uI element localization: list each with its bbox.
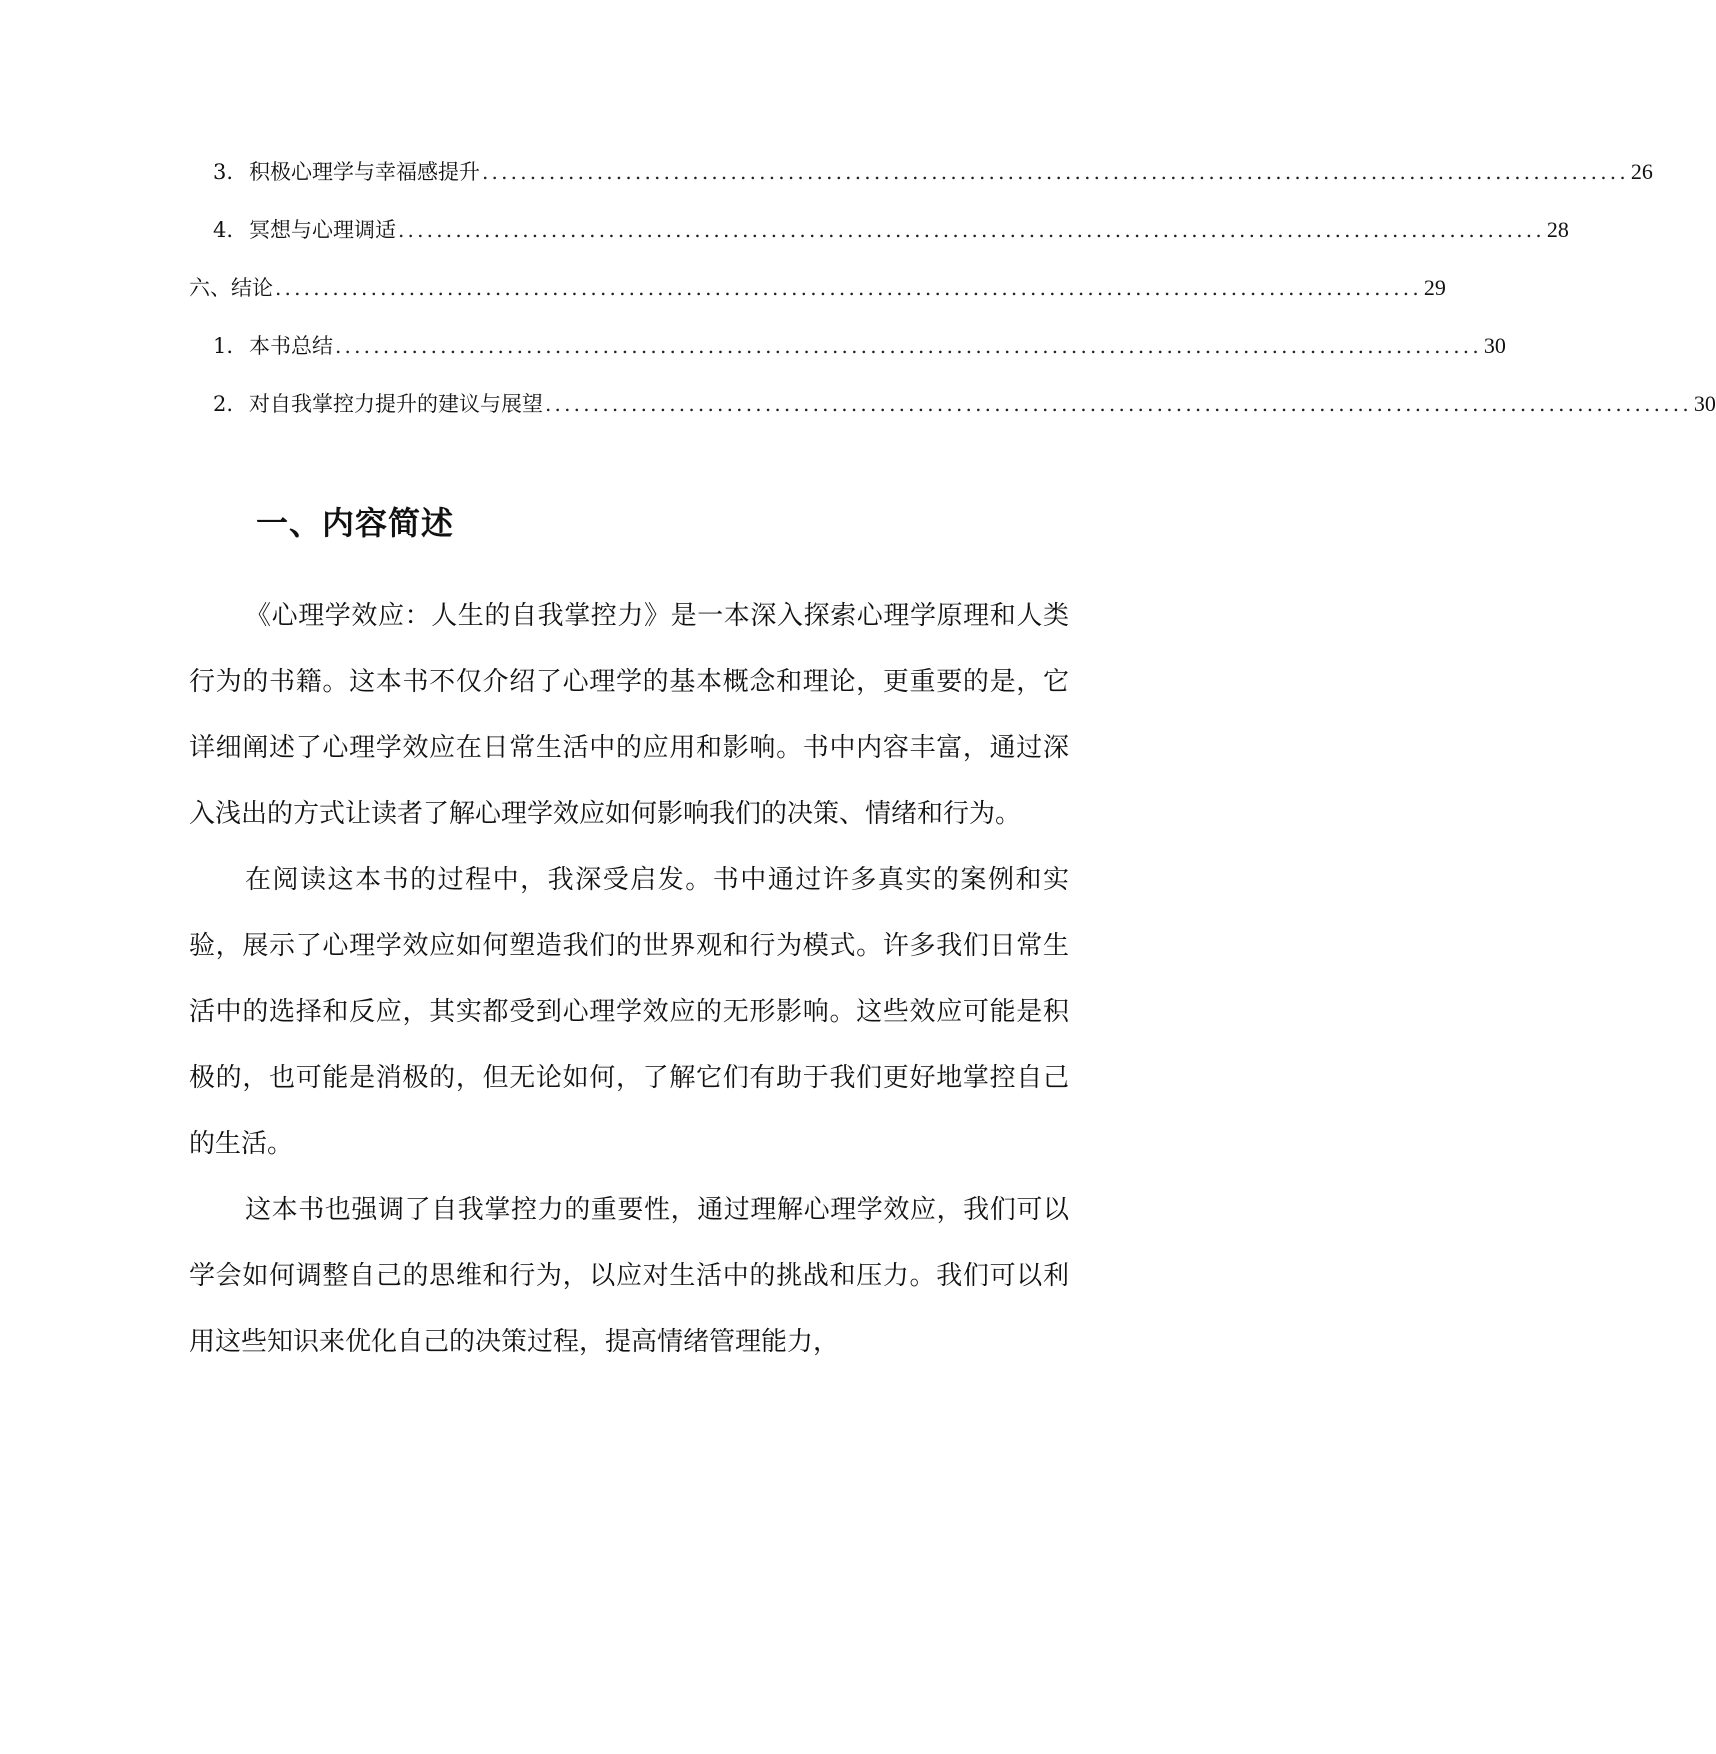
toc-entry-page: 29 bbox=[1423, 275, 1446, 300]
toc-entry-title: 六、结论 bbox=[189, 276, 273, 300]
toc-leader-dots: ........................................................................................................................ bbox=[275, 276, 1422, 300]
toc-entry-page: 28 bbox=[1546, 217, 1569, 242]
toc-entry[interactable] bbox=[189, 266, 1446, 302]
toc-entry[interactable] bbox=[213, 150, 1653, 186]
toc-entry-title: 本书总结 bbox=[249, 334, 333, 358]
toc-entry-number: 1. bbox=[213, 334, 234, 358]
paragraph: 在阅读这本书的过程中，我深受启发。书中通过许多真实的案例和实验，展示了心理学效应如何塑造我们的世界观和行为模式。许多我们日常生活中的选择和反应，其实都受到心理学效应的无形影响。这些效应可能是积极的，也可能是消极的，但无论如何，了解它们有助于我们更好地掌控自己的生活。 bbox=[189, 865, 1069, 1159]
toc-entry-page: 30 bbox=[1483, 333, 1506, 358]
paragraph: 这本书也强调了自我掌控力的重要性，通过理解心理学效应，我们可以学会如何调整自己的思维和行为，以应对生活中的挑战和压力。我们可以利用这些知识来优化自己的决策过程，提高情绪管理能力， bbox=[189, 1195, 1069, 1357]
section-body bbox=[189, 583, 1069, 1375]
toc-leader-dots: ........................................................................................................................ bbox=[545, 392, 1692, 416]
toc-entry[interactable] bbox=[213, 382, 1716, 418]
paragraph: 《心理学效应：人生的自我掌控力》是一本深入探索心理学原理和人类行为的书籍。这本书不仅介绍了心理学的基本概念和理论，更重要的是，它详细阐述了心理学效应在日常生活中的应用和影响。书中内容丰富，通过深入浅出的方式让读者了解心理学效应如何影响我们的决策、情绪和行为。 bbox=[189, 601, 1069, 829]
toc-entry[interactable] bbox=[213, 208, 1569, 244]
toc-entry-number: 3. bbox=[213, 160, 234, 184]
toc-leader-dots: ........................................................................................................................ bbox=[398, 218, 1545, 242]
toc-leader-dots: ........................................................................................................................ bbox=[335, 334, 1482, 358]
section-heading: 一、内容简述 bbox=[256, 504, 455, 542]
toc-entry-page: 30 bbox=[1693, 391, 1716, 416]
toc-leader-dots: ........................................................................................................................ bbox=[482, 160, 1629, 184]
toc-entry-number: 2. bbox=[213, 392, 234, 416]
toc-entry-title: 冥想与心理调适 bbox=[249, 218, 396, 242]
toc-entry-title: 对自我掌控力提升的建议与展望 bbox=[249, 392, 543, 416]
toc-entry-number: 4. bbox=[213, 218, 234, 242]
toc-entry-title: 积极心理学与幸福感提升 bbox=[249, 160, 480, 184]
toc-entry[interactable] bbox=[213, 324, 1506, 360]
toc-entry-page: 26 bbox=[1630, 159, 1653, 184]
